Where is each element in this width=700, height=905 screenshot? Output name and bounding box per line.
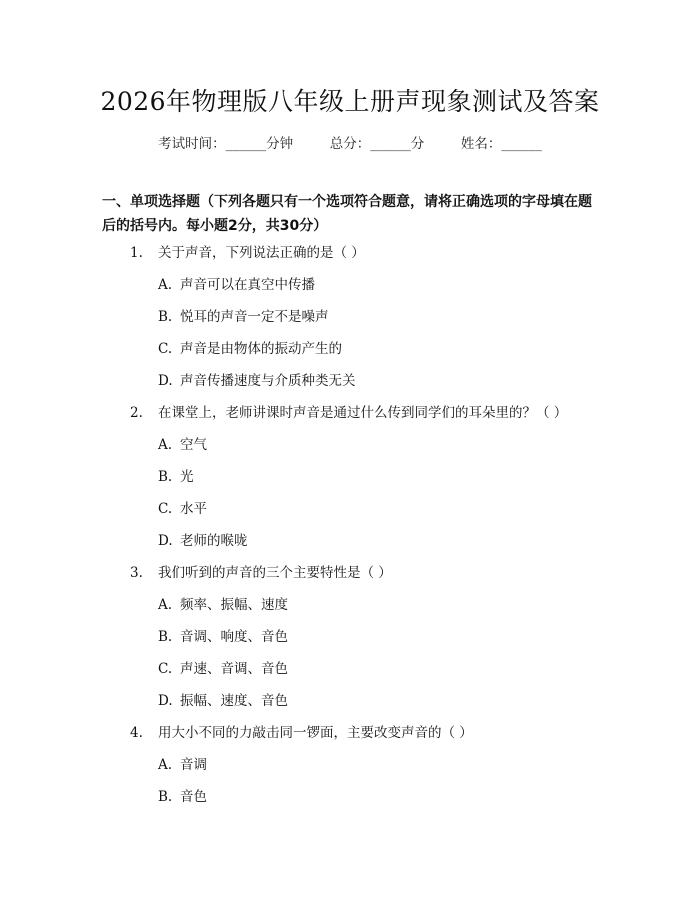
student-name-field: 姓名：______ — [460, 136, 542, 152]
option-text: 水平 — [180, 501, 207, 517]
option-text: 空气 — [180, 437, 207, 453]
option-text: 老师的喉咙 — [180, 533, 248, 549]
option-text: 音色 — [180, 789, 207, 805]
question-number: 3. — [130, 565, 143, 581]
option-letter: C. — [158, 661, 173, 677]
option-letter: D. — [158, 693, 173, 709]
question-text: 用大小不同的力敲击同一锣面，主要改变声音的（ ） — [158, 725, 473, 741]
option-2b — [158, 467, 194, 487]
option-1c — [158, 339, 342, 359]
option-1a — [158, 275, 315, 295]
page-title: 2026年物理版八年级上册声现象测试及答案 — [100, 87, 600, 116]
option-letter: B. — [158, 469, 173, 485]
option-2c — [158, 499, 207, 519]
option-letter: A. — [158, 757, 173, 773]
option-4a — [158, 755, 207, 775]
option-letter: A. — [158, 437, 173, 453]
total-score-field: 总分：______分 — [329, 136, 425, 152]
option-letter: B. — [158, 629, 173, 645]
option-letter: A. — [158, 597, 173, 613]
option-1b — [158, 307, 329, 327]
option-text: 光 — [180, 469, 194, 485]
option-text: 声音传播速度与介质种类无关 — [180, 373, 356, 389]
option-text: 声音可以在真空中传播 — [180, 277, 315, 293]
option-2a — [158, 435, 207, 455]
option-letter: C. — [158, 341, 173, 357]
option-text: 音调 — [180, 757, 207, 773]
exam-time-field: 考试时间：______分钟 — [158, 136, 294, 152]
option-text: 频率、振幅、速度 — [180, 597, 288, 613]
question-text: 关于声音，下列说法正确的是（ ） — [158, 245, 365, 261]
option-letter: D. — [158, 533, 173, 549]
option-3c — [158, 659, 288, 679]
question-text: 我们听到的声音的三个主要特性是（ ） — [158, 565, 392, 581]
option-text: 悦耳的声音一定不是噪声 — [180, 309, 329, 325]
question-4 — [130, 723, 473, 743]
question-number: 2. — [130, 405, 143, 421]
option-3d — [158, 691, 288, 711]
question-2 — [130, 403, 567, 423]
option-letter: C. — [158, 501, 173, 517]
question-number: 1. — [130, 245, 143, 261]
question-text: 在课堂上，老师讲课时声音是通过什么传到同学们的耳朵里的？（ ） — [158, 405, 568, 421]
option-1d — [158, 371, 356, 391]
question-3 — [130, 563, 392, 583]
option-text: 音调、响度、音色 — [180, 629, 288, 645]
exam-meta-line — [0, 132, 700, 152]
option-3b — [158, 627, 288, 647]
option-text: 声速、音调、音色 — [180, 661, 288, 677]
option-text: 振幅、速度、音色 — [180, 693, 288, 709]
option-text: 声音是由物体的振动产生的 — [180, 341, 342, 357]
section-heading: 一、单项选择题（下列各题只有一个选项符合题意，请将正确选项的字母填在题后的括号内。每小题2分，共30分） — [102, 194, 592, 234]
option-3a — [158, 595, 288, 615]
question-1 — [130, 243, 365, 263]
option-letter: B. — [158, 789, 173, 805]
option-letter: A. — [158, 277, 173, 293]
option-4b — [158, 787, 207, 807]
option-letter: D. — [158, 373, 173, 389]
option-2d — [158, 531, 248, 551]
question-number: 4. — [130, 725, 143, 741]
option-letter: B. — [158, 309, 173, 325]
